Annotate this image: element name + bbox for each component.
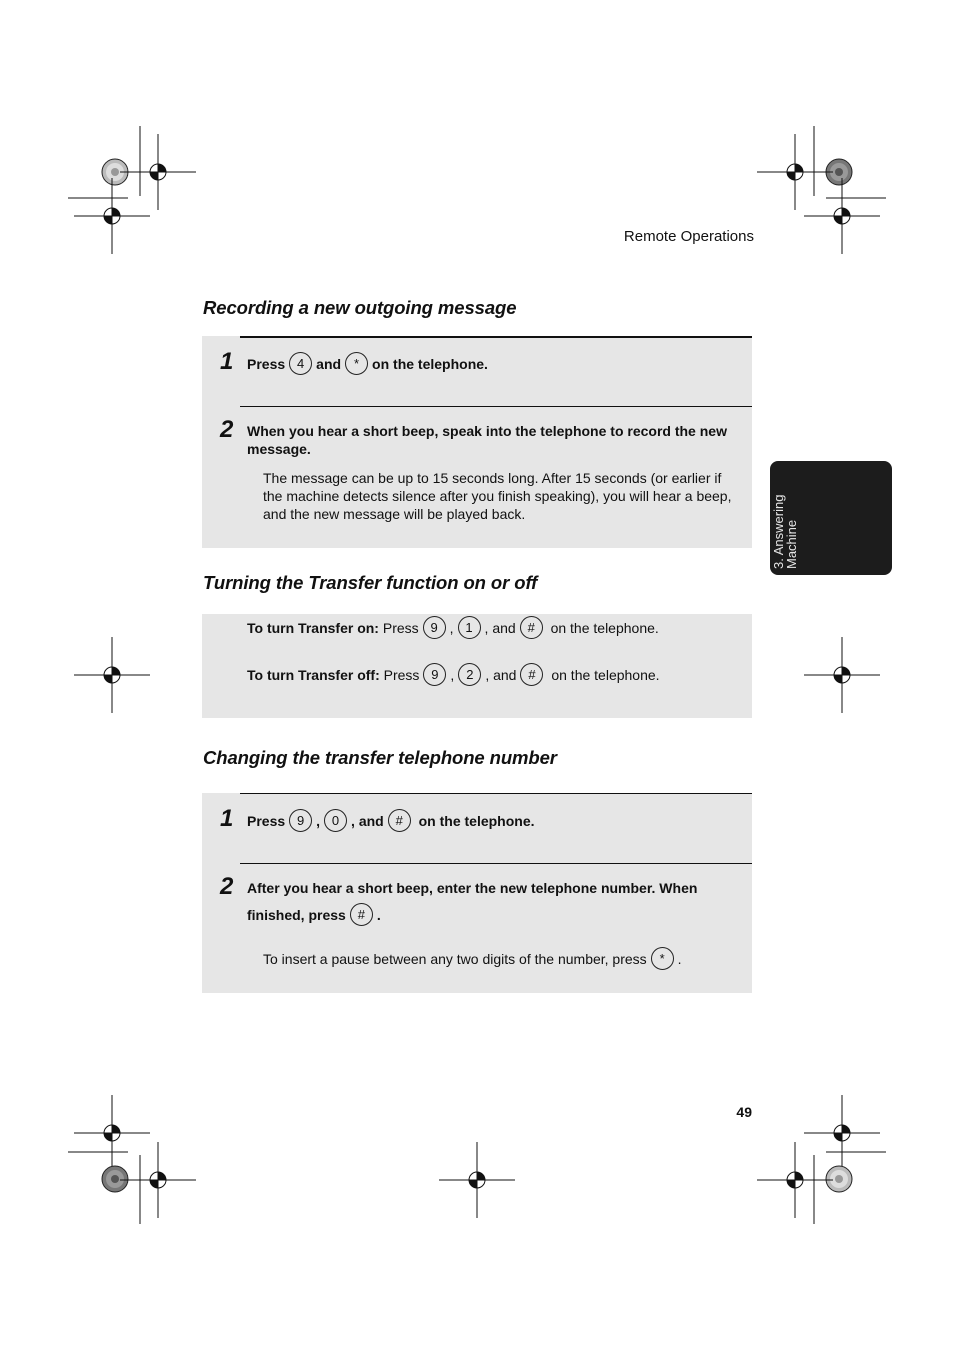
key-hash-icon: #: [520, 616, 543, 639]
transfer-on-instruction: To turn Transfer on: Press 9 , 1 , and # on the telephone.: [247, 619, 738, 639]
registration-cross-icon: [120, 1142, 196, 1218]
key-2-icon: 2: [458, 663, 481, 686]
section-title-recording: Recording a new outgoing message: [203, 297, 517, 318]
step-note: The message can be up to 15 seconds long. After 15 seconds (or earlier if the machine detects silence after you finish speaking), you will hear a beep, and the new message will be played back.: [263, 470, 732, 522]
page-number: 49: [736, 1104, 752, 1120]
registration-cross-icon: [804, 1095, 880, 1171]
key-hash-icon: #: [520, 663, 543, 686]
key-0-icon: 0: [324, 809, 347, 832]
registration-cross-icon: [804, 637, 880, 713]
section-title-changing: Changing the transfer telephone number: [203, 747, 557, 768]
step-instruction: When you hear a short beep, speak into the telephone to record the new message.: [247, 423, 727, 457]
transfer-box: [202, 614, 752, 718]
section-title-transfer: Turning the Transfer function on or off: [203, 572, 538, 593]
key-4-icon: 4: [289, 352, 312, 375]
transfer-off-instruction: To turn Transfer off: Press 9 , 2 , and # on the telephone.: [247, 666, 738, 686]
step-instruction: Press 9 , 0 , and # on the telephone.: [247, 812, 738, 832]
registration-cross-icon: [74, 178, 150, 254]
step-number: 2: [220, 873, 234, 900]
registration-cross-icon: [804, 178, 880, 254]
key-hash-icon: #: [350, 903, 373, 926]
changing-steps-box: [202, 793, 752, 993]
step-note: To insert a pause between any two digits of the number, press * .: [263, 950, 738, 970]
running-header: Remote Operations: [623, 228, 754, 245]
key-1-icon: 1: [458, 616, 481, 639]
key-9-icon: 9: [423, 616, 446, 639]
step-divider: [240, 793, 752, 794]
registration-cross-icon: [757, 1142, 833, 1218]
recording-steps-box: [202, 336, 752, 548]
registration-cross-icon: [757, 134, 833, 210]
registration-wheel-icon: [826, 159, 852, 185]
step-instruction: finished, press # .: [247, 906, 738, 926]
key-hash-icon: #: [388, 809, 411, 832]
registration-cross-icon: [120, 134, 196, 210]
step-divider: [240, 406, 752, 407]
step-number: 2: [220, 416, 234, 443]
step-number: 1: [220, 805, 234, 832]
registration-cross-icon: [439, 1142, 515, 1218]
key-star-icon: *: [345, 352, 368, 375]
chapter-tab: [770, 461, 892, 575]
registration-cross-icon: [74, 1095, 150, 1171]
step-divider: [240, 336, 752, 338]
key-star-icon: *: [651, 947, 674, 970]
key-9-icon: 9: [289, 809, 312, 832]
chapter-tab-label: 3. Answering Machine: [771, 494, 799, 569]
step-instruction: After you hear a short beep, enter the new telephone number. When: [247, 880, 698, 896]
registration-cross-icon: [74, 637, 150, 713]
registration-wheel-icon: [102, 159, 128, 185]
registration-wheel-icon: [826, 1166, 852, 1192]
registration-wheel-icon: [102, 1166, 128, 1192]
step-number: 1: [220, 348, 234, 375]
step-divider: [240, 863, 752, 864]
step-instruction: Press 4 and * on the telephone.: [247, 355, 738, 375]
key-9-icon: 9: [423, 663, 446, 686]
